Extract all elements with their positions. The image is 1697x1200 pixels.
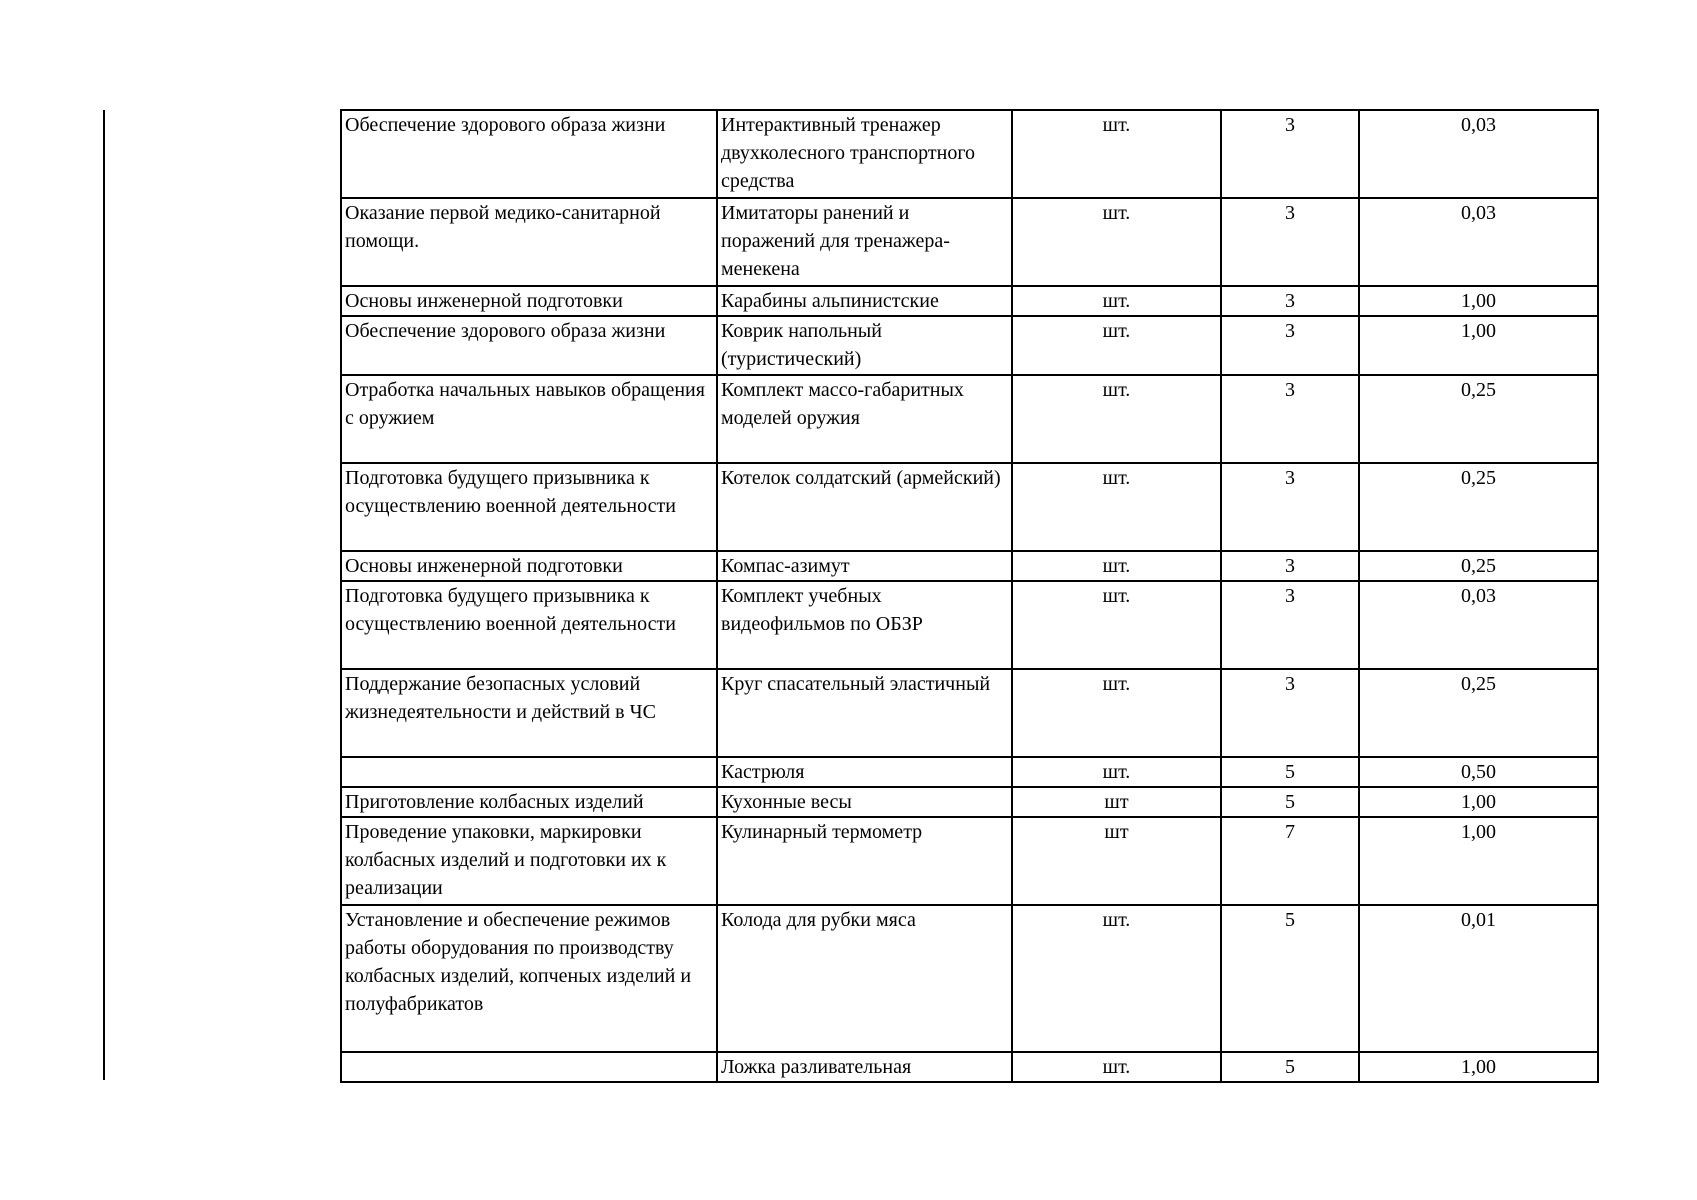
qty-cell: 3 xyxy=(1221,198,1359,286)
item-cell: Комплект массо-габаритных моделей оружия xyxy=(717,375,1012,463)
unit-cell: шт. xyxy=(1012,198,1221,286)
unit-cell: шт. xyxy=(1012,1052,1221,1082)
topic-cell: Поддержание безопасных условий жизнедеятельности и действий в ЧС xyxy=(341,669,717,757)
table-row xyxy=(341,286,1598,316)
unit-cell: шт. xyxy=(1012,110,1221,198)
topic-cell: Оказание первой медико-санитарной помощи. xyxy=(341,198,717,286)
qty-cell: 3 xyxy=(1221,286,1359,316)
topic-cell xyxy=(341,757,717,787)
unit-cell: шт xyxy=(1012,787,1221,817)
item-cell: Кухонные весы xyxy=(717,787,1012,817)
table-row xyxy=(341,375,1598,463)
topic-cell: Установление и обеспечение режимов работы оборудования по производству колбасных изделий, копченых изделий и полуфабрикатов xyxy=(341,905,717,1052)
page-margin-line xyxy=(103,110,105,1080)
topic-cell: Подготовка будущего призывника к осуществлению военной деятельности xyxy=(341,463,717,551)
item-cell: Интерактивный тренажер двухколесного транспортного средства xyxy=(717,110,1012,198)
qty-cell: 3 xyxy=(1221,581,1359,669)
rate-cell: 1,00 xyxy=(1359,817,1598,905)
topic-cell: Проведение упаковки, маркировки колбасных изделий и подготовки их к реализации xyxy=(341,817,717,905)
unit-cell: шт xyxy=(1012,817,1221,905)
unit-cell: шт. xyxy=(1012,316,1221,375)
topic-cell: Отработка начальных навыков обращения с оружием xyxy=(341,375,717,463)
rate-cell: 1,00 xyxy=(1359,316,1598,375)
item-cell: Ложка разливательная xyxy=(717,1052,1012,1082)
table-row xyxy=(341,581,1598,669)
unit-cell: шт. xyxy=(1012,286,1221,316)
rate-cell: 0,03 xyxy=(1359,198,1598,286)
table-row xyxy=(341,787,1598,817)
rate-cell: 0,25 xyxy=(1359,375,1598,463)
qty-cell: 3 xyxy=(1221,110,1359,198)
topic-cell: Основы инженерной подготовки xyxy=(341,551,717,581)
qty-cell: 3 xyxy=(1221,463,1359,551)
qty-cell: 3 xyxy=(1221,375,1359,463)
item-cell: Карабины альпинистские xyxy=(717,286,1012,316)
qty-cell: 7 xyxy=(1221,817,1359,905)
table-row xyxy=(341,1052,1598,1082)
item-cell: Котелок солдатский (армейский) xyxy=(717,463,1012,551)
table-row xyxy=(341,905,1598,1052)
rate-cell: 1,00 xyxy=(1359,1052,1598,1082)
item-cell: Кастрюля xyxy=(717,757,1012,787)
rate-cell: 0,03 xyxy=(1359,581,1598,669)
rate-cell: 1,00 xyxy=(1359,787,1598,817)
table-row xyxy=(341,316,1598,375)
qty-cell: 3 xyxy=(1221,316,1359,375)
topic-cell: Основы инженерной подготовки xyxy=(341,286,717,316)
table-row xyxy=(341,757,1598,787)
rate-cell: 0,50 xyxy=(1359,757,1598,787)
item-cell: Круг спасательный эластичный xyxy=(717,669,1012,757)
topic-cell: Обеспечение здорового образа жизни xyxy=(341,110,717,198)
table-row xyxy=(341,463,1598,551)
unit-cell: шт. xyxy=(1012,375,1221,463)
qty-cell: 3 xyxy=(1221,669,1359,757)
unit-cell: шт. xyxy=(1012,757,1221,787)
table-row xyxy=(341,198,1598,286)
item-cell: Коврик напольный (туристический) xyxy=(717,316,1012,375)
rate-cell: 0,25 xyxy=(1359,669,1598,757)
topic-cell xyxy=(341,1052,717,1082)
item-cell: Кулинарный термометр xyxy=(717,817,1012,905)
table-row xyxy=(341,817,1598,905)
qty-cell: 5 xyxy=(1221,787,1359,817)
table-row xyxy=(341,110,1598,198)
qty-cell: 3 xyxy=(1221,551,1359,581)
unit-cell: шт. xyxy=(1012,551,1221,581)
rate-cell: 1,00 xyxy=(1359,286,1598,316)
rate-cell: 0,25 xyxy=(1359,551,1598,581)
topic-cell: Приготовление колбасных изделий xyxy=(341,787,717,817)
topic-cell: Подготовка будущего призывника к осуществлению военной деятельности xyxy=(341,581,717,669)
item-cell: Комплект учебных видеофильмов по ОБЗР xyxy=(717,581,1012,669)
unit-cell: шт. xyxy=(1012,905,1221,1052)
topic-cell: Обеспечение здорового образа жизни xyxy=(341,316,717,375)
rate-cell: 0,01 xyxy=(1359,905,1598,1052)
equipment-table xyxy=(340,109,1599,1083)
table-row xyxy=(341,669,1598,757)
qty-cell: 5 xyxy=(1221,905,1359,1052)
unit-cell: шт. xyxy=(1012,463,1221,551)
qty-cell: 5 xyxy=(1221,757,1359,787)
qty-cell: 5 xyxy=(1221,1052,1359,1082)
table-row xyxy=(341,551,1598,581)
unit-cell: шт. xyxy=(1012,581,1221,669)
rate-cell: 0,03 xyxy=(1359,110,1598,198)
item-cell: Колода для рубки мяса xyxy=(717,905,1012,1052)
unit-cell: шт. xyxy=(1012,669,1221,757)
rate-cell: 0,25 xyxy=(1359,463,1598,551)
item-cell: Компас-азимут xyxy=(717,551,1012,581)
item-cell: Имитаторы ранений и поражений для тренажера-менекена xyxy=(717,198,1012,286)
